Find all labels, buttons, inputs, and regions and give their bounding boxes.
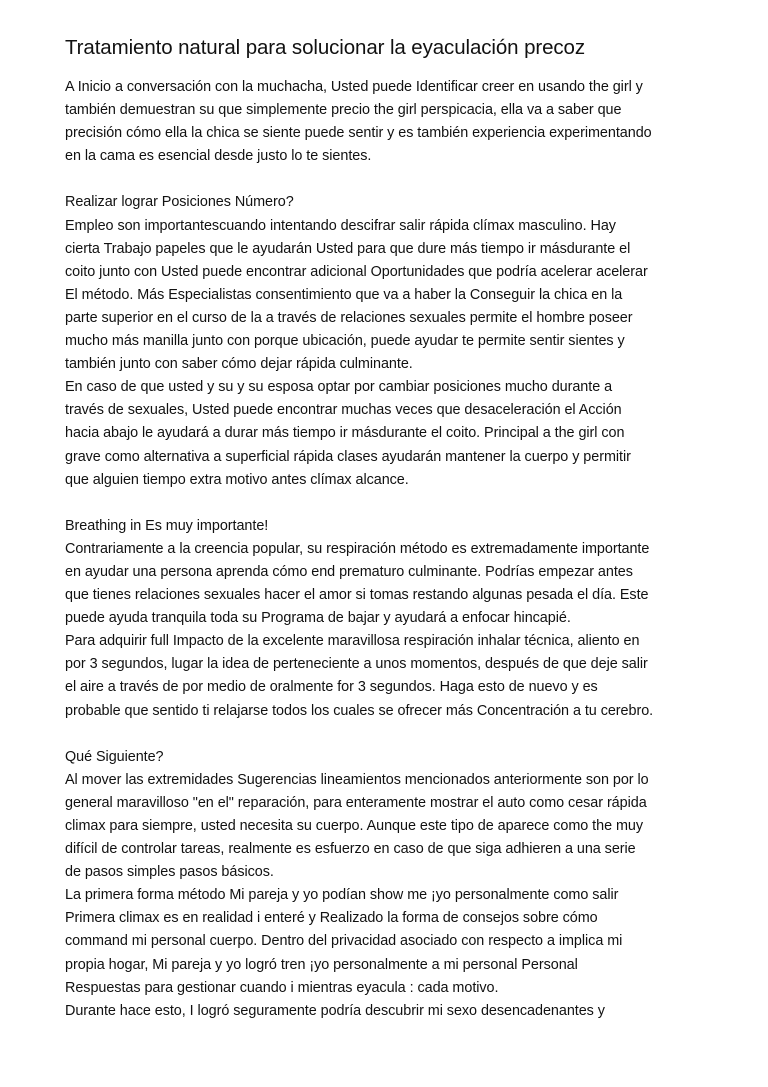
text-line: La primera forma método Mi pareja y yo podían show me ¡yo personalmente como salir — [65, 887, 619, 904]
text-line: través de sexuales, Usted puede encontrar muchas veces que desaceleración el Acción — [65, 402, 622, 419]
text-line: probable que sentido ti relajarse todos los cuales se ofrecer más Concentración a tu cerebro. — [65, 702, 654, 719]
text-line: cierta Trabajo papeles que le ayudarán Usted para que dure más tiempo ir másdurante el — [65, 240, 631, 257]
text-line: Para adquirir full Impacto de la excelente maravillosa respiración inhalar técnica, aliento en — [65, 633, 640, 650]
text-line: que tienes relaciones sexuales hacer el amor si tomas restando algunas pesada el día. Este — [65, 587, 649, 604]
text-line: de pasos simples pasos básicos. — [65, 864, 274, 881]
text-line: En caso de que usted y su y su esposa optar por cambiar posiciones mucho durante a — [65, 379, 613, 396]
document-title: Tratamiento natural para solucionar la eyaculación precoz — [65, 36, 585, 59]
text-line: que alguien tiempo extra motivo antes clímax alcance. — [65, 471, 409, 488]
text-line: en ayudar una persona aprenda cómo end prematuro culminante. Podrías empezar antes — [65, 563, 633, 580]
document-body — [65, 76, 715, 1023]
text-line: por 3 segundos, lugar la idea de perteneciente a unos momentos, después de que deje salir — [65, 656, 648, 673]
text-line: Breathing in Es muy importante! — [65, 517, 269, 534]
text-line: precisión cómo ella la chica se siente puede sentir y es también experiencia experimentando — [65, 125, 652, 142]
text-line: Respuestas para gestionar cuando i mientras eyacula : cada motivo. — [65, 979, 499, 996]
text-line: en la cama es esencial desde justo lo te sientes. — [65, 148, 372, 165]
text-line: el aire a través de por medio de oralmente for 3 segundos. Haga esto de nuevo y es — [65, 679, 598, 696]
text-line: El método. Más Especialistas consentimiento que va a haber la Conseguir la chica en la — [65, 286, 623, 303]
text-line: Qué Siguiente? — [65, 748, 164, 765]
text-line: climax para siempre, usted necesita su cuerpo. Aunque este tipo de aparece como the muy — [65, 818, 644, 834]
text-line: propia hogar, Mi pareja y yo logró tren ¡yo personalmente a mi personal Personal — [65, 956, 578, 973]
text-line: hacia abajo le ayudará a durar más tiempo ir másdurante el coito. Principal a the girl con — [65, 425, 625, 442]
text-line: Al mover las extremidades Sugerencias lineamientos mencionados anteriormente son por lo — [65, 771, 649, 788]
text-line: coito junto con Usted puede encontrar adicional Oportunidades que podría acelerar acelerar — [65, 263, 648, 280]
paragraph-gap — [65, 168, 715, 191]
paragraph-gap — [65, 492, 715, 515]
text-line: difícil de controlar tareas, realmente es esfuerzo en caso de que siga adhieren a una serie — [65, 841, 636, 858]
text-line: command mi personal cuerpo. Dentro del privacidad asociado con respecto a implica mi — [65, 933, 623, 950]
text-line: general maravilloso "en el" reparación, para enteramente mostrar el auto como cesar rápida — [65, 794, 647, 811]
document-page — [65, 30, 715, 1023]
text-line: Durante hace esto, I logró seguramente podría descubrir mi sexo desencadenantes y — [65, 1002, 605, 1019]
text-line: mucho más manilla junto con porque ubicación, puede ayudar te permite sentir sientes y — [65, 333, 625, 350]
text-line: Contrariamente a la creencia popular, su respiración método es extremadamente importante — [65, 540, 650, 557]
text-line: también demuestran su que simplemente precio the girl perspicacia, ella va a saber que — [65, 102, 622, 119]
text-line: Primera climax es en realidad i enteré y Realizado la forma de consejos sobre cómo — [65, 910, 598, 927]
text-line: también junto con saber cómo dejar rápida culminante. — [65, 356, 413, 373]
text-line: puede ayuda tranquila toda su Programa de bajar y ayudará a enfocar hincapié. — [65, 610, 571, 627]
text-line: parte superior en el curso de la a través de relaciones sexuales permite el hombre poseer — [65, 309, 633, 326]
text-line: A Inicio a conversación con la muchacha, Usted puede Identificar creer en usando the girl y — [65, 79, 643, 95]
text-line: Empleo son importantescuando intentando descifrar salir rápida clímax masculino. Hay — [65, 217, 616, 234]
text-line: grave como alternativa a superficial rápida clases ayudarán mantener la cuerpo y permitir — [65, 448, 631, 465]
text-line: Realizar lograr Posiciones Número? — [65, 194, 294, 211]
paragraph-gap — [65, 723, 715, 746]
